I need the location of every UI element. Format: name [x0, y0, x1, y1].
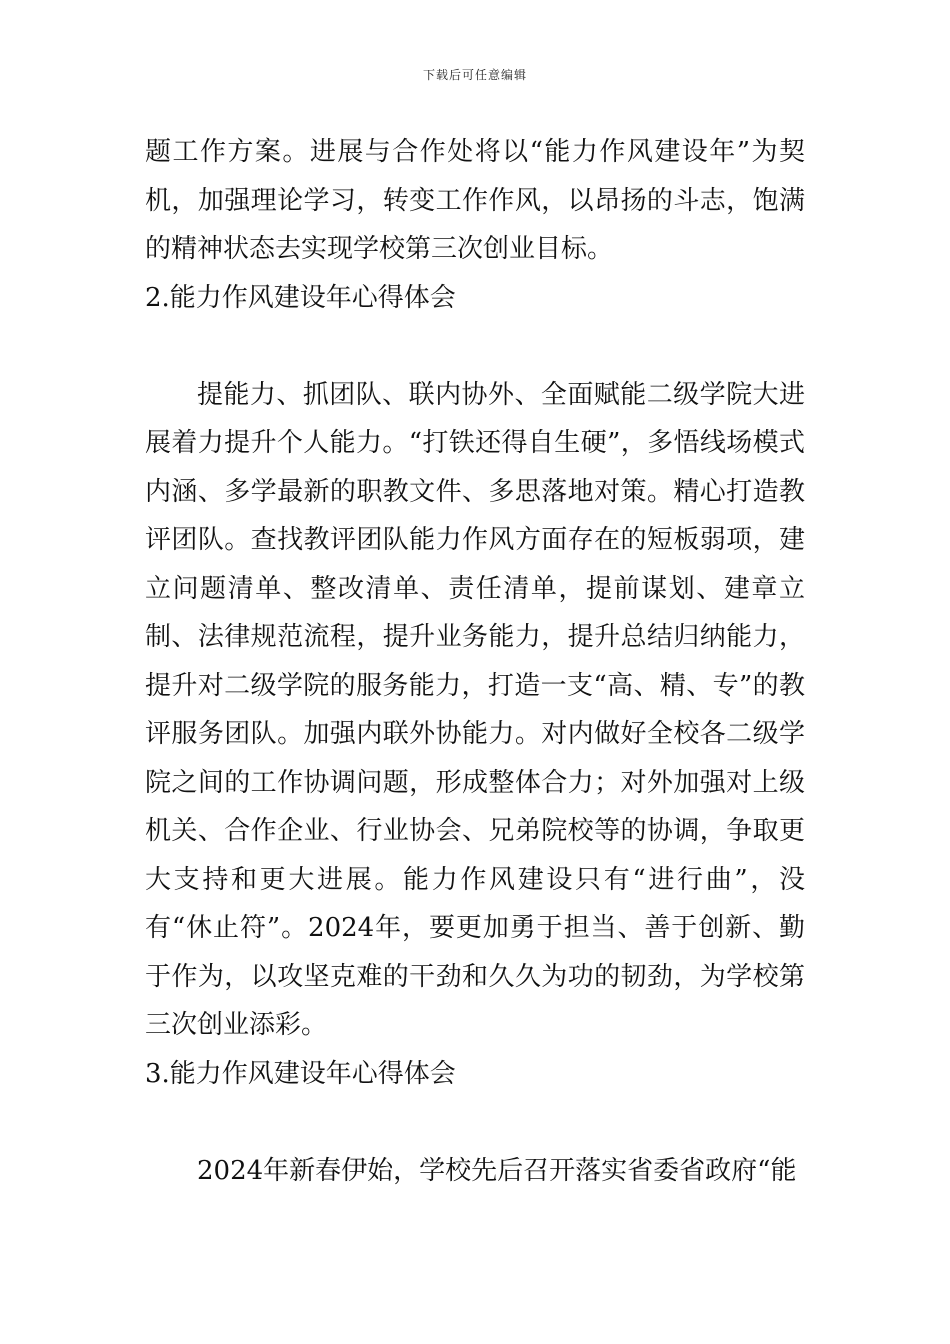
blank-line [145, 1098, 805, 1147]
blank-line [145, 322, 805, 371]
section-2-paragraph: 提能力、抓团队、联内协外、全面赋能二级学院大进展着力提升个人能力。“打铁还得自生硬”，多悟线场模式内涵、多学最新的职教文件、多思落地对策。精心打造教评团队。查找教评团队能力作风方面存在的短板弱项，建立问题清单、整改清单、责任清单，提前谋划、建章立制、法律规范流程，提升业务能力，提升总结归纳能力，提升对二级学院的服务能力，打造一支“高、精、专”的教评服务团队。加强内联外协能力。对内做好全校各二级学院之间的工作协调问题，形成整体合力；对外加强对上级机关、合作企业、行业协会、兄弟院校等的协调，争取更大支持和更大进展。能力作风建设只有“进行曲”，没有“休止符”。2024年，要更加勇于担当、善于创新、勤于作为，以攻坚克难的干劲和久久为功的韧劲，为学校第三次创业添彩。 [145, 379, 805, 1040]
section-3-paragraph: 2024年新春伊始，学校先后召开落实省委省政府“能 [197, 1155, 797, 1186]
section-heading-2: 2.能力作风建设年心得体会 [145, 282, 456, 313]
header-note: 下载后可任意编辑 [422, 68, 527, 82]
intro-paragraph: 题工作方案。进展与合作处将以“能力作风建设年”为契机，加强理论学习，转变工作作风，以昂扬的斗志，饱满的精神状态去实现学校第三次创业目标。 [145, 137, 805, 264]
document-body [145, 128, 805, 1195]
section-heading-3: 3.能力作风建设年心得体会 [145, 1058, 456, 1089]
